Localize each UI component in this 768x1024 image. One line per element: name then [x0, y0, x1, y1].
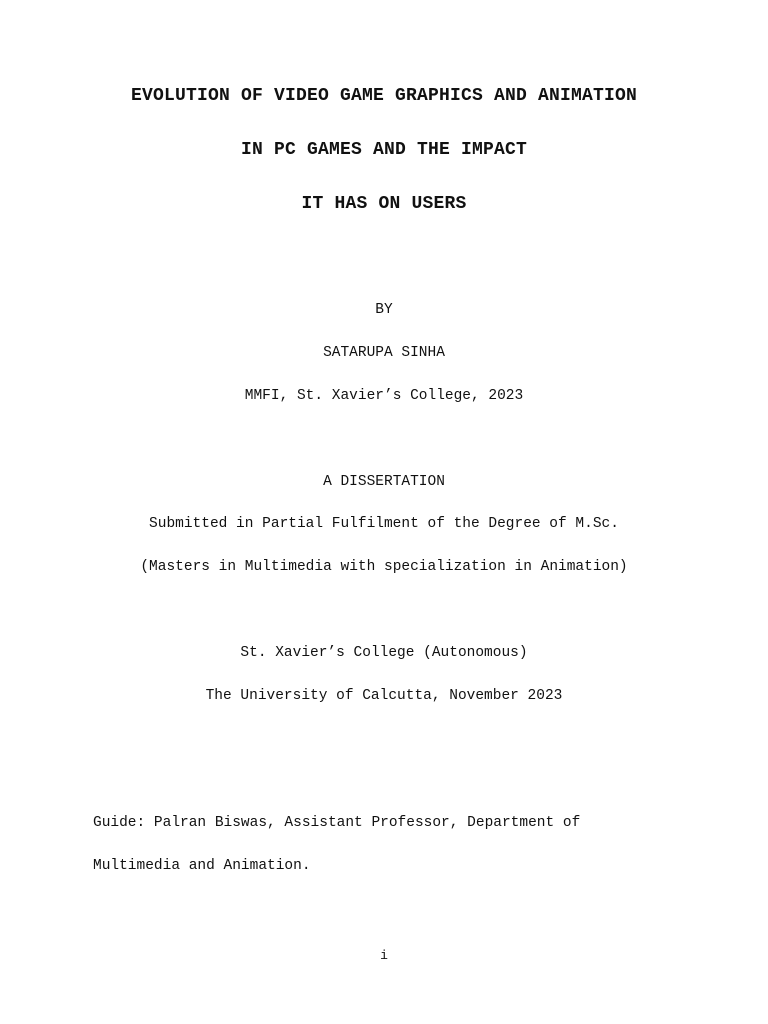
program-statement: (Masters in Multimedia with specialization in Animation): [140, 559, 628, 575]
university-date: The University of Calcutta, November 2023: [205, 688, 563, 704]
by-label: BY: [375, 302, 393, 318]
author-name: SATARUPA SINHA: [323, 345, 445, 361]
degree-statement: Submitted in Partial Fulfilment of the Degree of M.Sc.: [149, 516, 619, 532]
title-line-1: EVOLUTION OF VIDEO GAME GRAPHICS AND ANIMATION: [130, 86, 638, 106]
title-line-2: IN PC GAMES AND THE IMPACT: [240, 140, 528, 160]
author-affiliation: MMFI, St. Xavier’s College, 2023: [244, 388, 524, 404]
page-number: i: [380, 948, 388, 963]
guide-line-2: Multimedia and Animation.: [93, 858, 311, 874]
college-name: St. Xavier’s College (Autonomous): [240, 645, 528, 661]
dissertation-label: A DISSERTATION: [323, 474, 445, 490]
guide-line-1: Guide: Palran Biswas, Assistant Professor, Department of: [93, 815, 581, 831]
title-line-3: IT HAS ON USERS: [301, 194, 467, 214]
